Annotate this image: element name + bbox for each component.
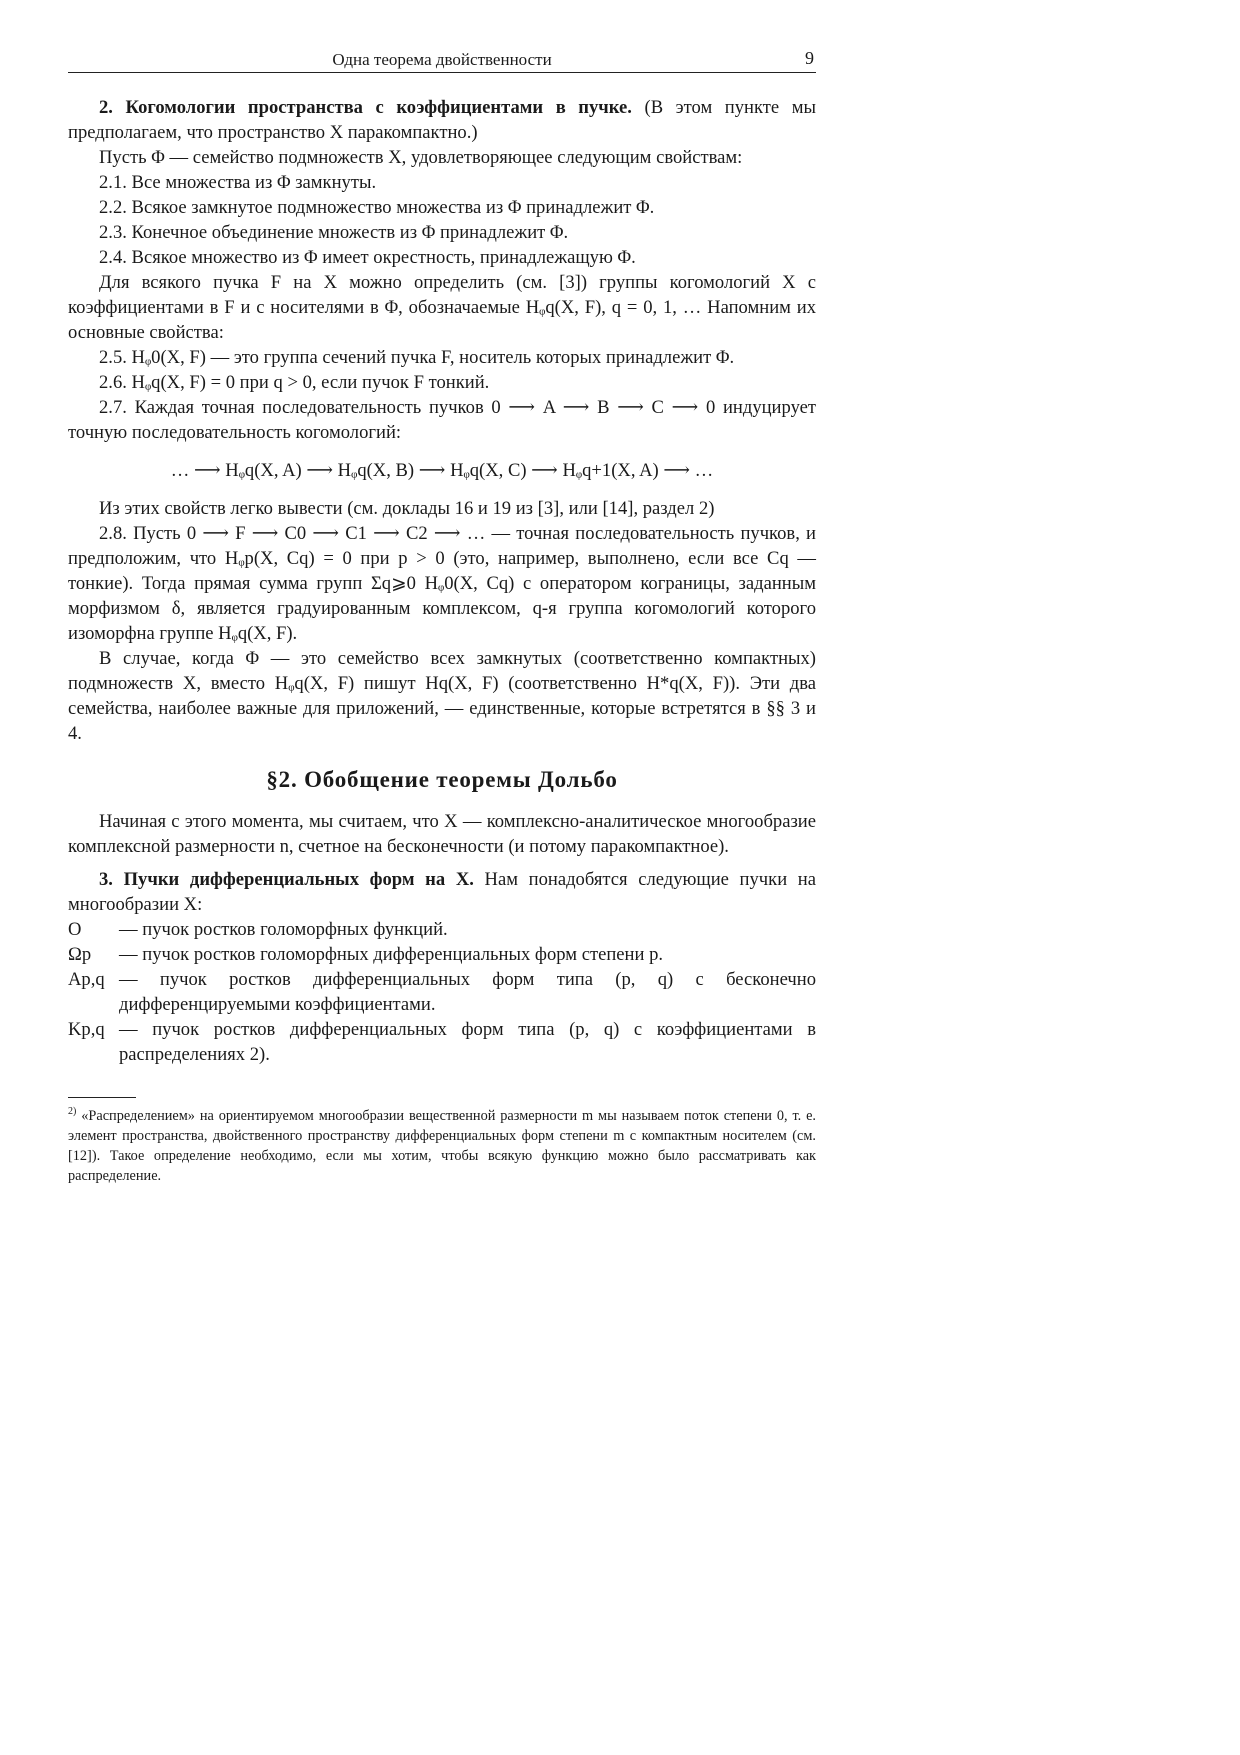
page: [68, 46, 816, 1186]
property-2-1: 2.1. Все множества из Φ замкнуты.: [99, 172, 377, 193]
derivation-sentence: Из этих свойств легко вывести (см. доклады 16 и 19 из [3], или [14], раздел 2): [99, 498, 715, 519]
property-2-7: 2.7. Каждая точная последовательность пучков 0 ⟶ A ⟶ B ⟶ C ⟶ 0 индуцирует точную последовательность когомологий:: [68, 397, 816, 443]
closing-paragraph: В случае, когда Φ — это семейство всех замкнутых (соответственно компактных) подмножеств X, вместо Hᵩq(X, F) пишут Hq(X, F) (соответственно H*q(X, F)). Эти два семейства, наиболее важные для приложений, — единственные, которые встретятся в §§ 3 и 4.: [68, 648, 816, 744]
property-2-4: 2.4. Всякое множество из Φ имеет окрестность, принадлежащую Φ.: [99, 247, 636, 268]
footnote-rule: [68, 1097, 136, 1098]
definition-row: [68, 917, 816, 942]
footnote-text: «Распределением» на ориентируемом многообразии вещественной размерности m мы называем поток степени 0, т. е. элемент пространства, двойственного пространству дифференциальных форм степени m с компактным носителем (см. [12]). Такое определение необходимо, если мы хотим, чтобы всякую функцию можно было рассматривать как распределение.: [68, 1108, 816, 1184]
phi-family-intro: Пусть Φ — семейство подмножеств X, удовлетворяющее следующим свойствам:: [99, 147, 743, 168]
definition-symbol: Ap,q: [68, 969, 105, 990]
spacer: [68, 859, 816, 867]
definition-symbol: Ωp: [68, 944, 92, 965]
definition-symbol: O: [68, 919, 82, 940]
definition-symbol: Kp,q: [68, 1019, 105, 1040]
definition-row: [68, 942, 816, 967]
property-2-2: 2.2. Всякое замкнутое подмножество множества из Φ принадлежит Φ.: [99, 197, 655, 218]
property-2-6: 2.6. Hᵩq(X, F) = 0 при q > 0, если пучок F тонкий.: [99, 372, 490, 393]
footnote-marker: 2): [68, 1106, 77, 1118]
section-3-heading: 3. Пучки дифференциальных форм на X.: [99, 869, 474, 890]
section-3-heading-note: Нам понадобятся следующие пучки на многообразии X:: [68, 869, 816, 915]
page-content: [68, 95, 816, 1186]
exact-sequence-display: … ⟶ Hᵩq(X, A) ⟶ Hᵩq(X, B) ⟶ Hᵩq(X, C) ⟶ Hᵩq+1(X, A) ⟶ …: [170, 460, 714, 481]
definition-text: — пучок ростков голоморфных дифференциальных форм степени p.: [119, 944, 664, 965]
definition-text: — пучок ростков дифференциальных форм типа (p, q) с бесконечно дифференцируемыми коэффициентами.: [119, 969, 816, 1015]
definition-row: [68, 1017, 816, 1067]
definition-text: — пучок ростков дифференциальных форм типа (p, q) с коэффициентами в распределениях 2).: [119, 1019, 816, 1065]
running-title: Одна теорема двойственности: [332, 50, 552, 69]
section-3-paragraph: [68, 867, 816, 917]
property-2-3: 2.3. Конечное объединение множеств из Φ принадлежит Φ.: [99, 222, 569, 243]
section-2-paragraph: [68, 95, 816, 145]
cohomology-definition: Для всякого пучка F на X можно определить (см. [3]) группы когомологий X с коэффициентами в F и с носителями в Φ, обозначаемые Hᵩq(X, F), q = 0, 1, … Напомним их основные свойства:: [68, 272, 816, 343]
section-2-heading: 2. Когомологии пространства с коэффициентами в пучке.: [99, 97, 632, 118]
chapter-intro: Начиная с этого момента, мы считаем, что X — комплексно-аналитическое многообразие комплексной размерности n, счетное на бесконечности (и потому паракомпактное).: [68, 811, 816, 857]
footnote: [68, 1106, 816, 1186]
property-2-8: 2.8. Пусть 0 ⟶ F ⟶ C0 ⟶ C1 ⟶ C2 ⟶ … — точная последовательность пучков, и предположим, что Hᵩp(X, Cq) = 0 при p > 0 (это, например, выполнено, если все Cq — тонкие). Тогда прямая сумма групп Σq⩾0 Hᵩ0(X, Cq) с оператором кограницы, заданным морфизмом δ, является градуированным комплексом, q-я группа когомологий которого изоморфна группе Hᵩq(X, F).: [68, 523, 816, 644]
page-number: 9: [805, 48, 814, 68]
definition-text: — пучок ростков голоморфных функций.: [119, 919, 448, 940]
property-2-5: 2.5. Hᵩ0(X, F) — это группа сечений пучка F, носитель которых принадлежит Φ.: [99, 347, 735, 368]
chapter-title: §2. Обобщение теоремы Дольбо: [266, 767, 618, 792]
section-2-heading-note: (В этом пункте мы предполагаем, что пространство X паракомпактно.): [68, 97, 816, 143]
definition-row: [68, 967, 816, 1017]
running-head: [68, 46, 816, 73]
